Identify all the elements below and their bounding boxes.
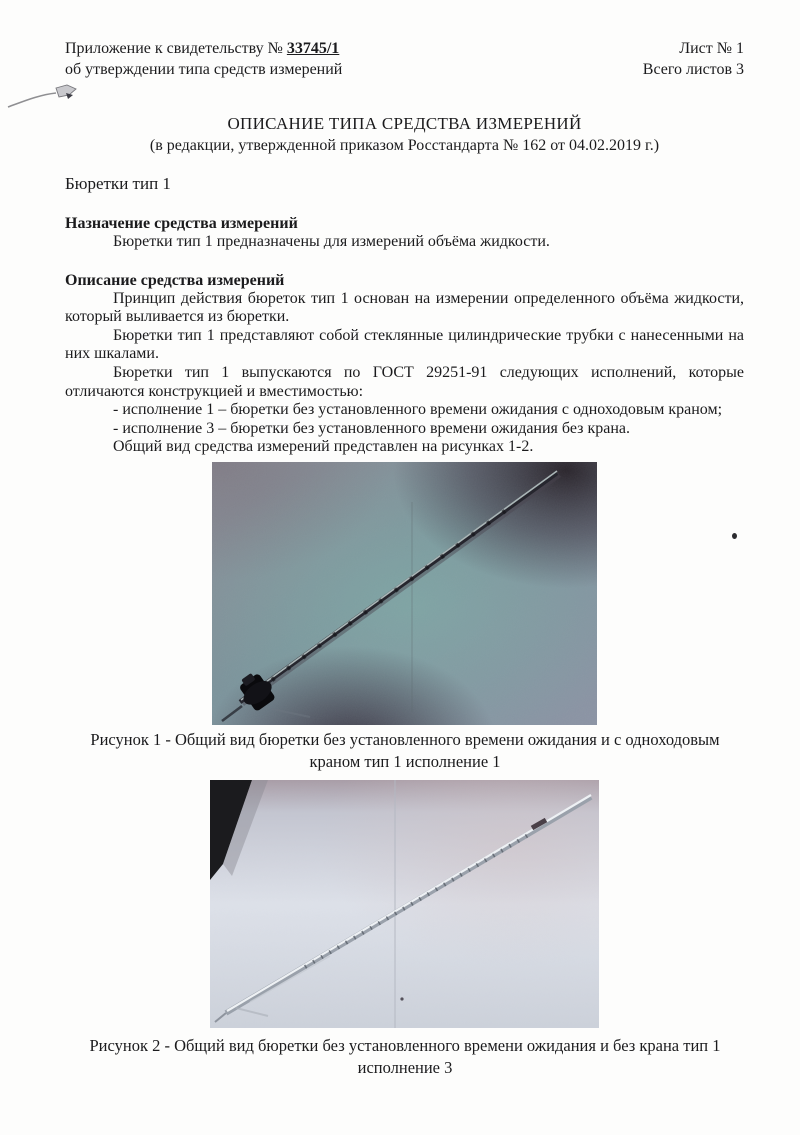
figure1-caption: Рисунок 1 - Общий вид бюретки без установленного времени ожидания и с одноходовым краном тип 1 исполнение 1 — [90, 729, 720, 771]
appendix-line2: об утверждении типа средств измерений — [65, 61, 343, 78]
photo2-speck — [400, 997, 403, 1000]
certificate-number: 33745/1 — [286, 40, 340, 57]
description-paragraph-2: Бюретки тип 1 представляют собой стеклянные цилиндрические трубки с нанесенными на них шкалами. — [65, 326, 744, 363]
page-header — [65, 38, 744, 80]
sheet-info — [643, 38, 744, 80]
appendix-line1: Приложение к свидетельству № — [65, 40, 287, 57]
sheet-number: Лист № 1 — [679, 40, 744, 57]
instrument-name: Бюретки тип 1 — [65, 174, 171, 193]
description-item-version1: - исполнение 1 – бюретки без установленного времени ожидания с одноходовым краном; — [113, 401, 723, 419]
description-paragraph-4: Общий вид средства измерений представлен на рисунках 1-2. — [113, 438, 534, 456]
description-item-version3: - исполнение 3 – бюретки без установленного времени ожидания без крана. — [113, 419, 630, 437]
figure2-burette-photo — [210, 780, 599, 1028]
description-paragraph-3: Бюретки тип 1 выпускаются по ГОСТ 29251-91 следующих исполнений, которые отличаются конструкцией и вместимостью: — [65, 363, 744, 400]
section-heading-purpose: Назначение средства измерений — [65, 215, 298, 232]
edition-note: (в редакции, утвержденной приказом Росстандарта № 162 от 04.02.2019 г.) — [149, 137, 660, 154]
figure2-caption: Рисунок 2 - Общий вид бюретки без установленного времени ожидания и без крана тип 1 исполнение 3 — [89, 1035, 721, 1077]
figure1-burette-photo — [212, 462, 597, 725]
total-sheets: Всего листов 3 — [642, 61, 744, 78]
description-paragraph-1: Принцип действия бюреток тип 1 основан на измерении определенного объёма жидкости, который выливается из бюретки. — [65, 289, 744, 326]
section-heading-description: Описание средства измерений — [65, 271, 285, 289]
purpose-text: Бюретки тип 1 предназначены для измерений объёма жидкости. — [113, 233, 550, 250]
document-title: ОПИСАНИЕ ТИПА СРЕДСТВА ИЗМЕРЕНИЙ — [227, 114, 582, 133]
appendix-note — [65, 38, 342, 80]
